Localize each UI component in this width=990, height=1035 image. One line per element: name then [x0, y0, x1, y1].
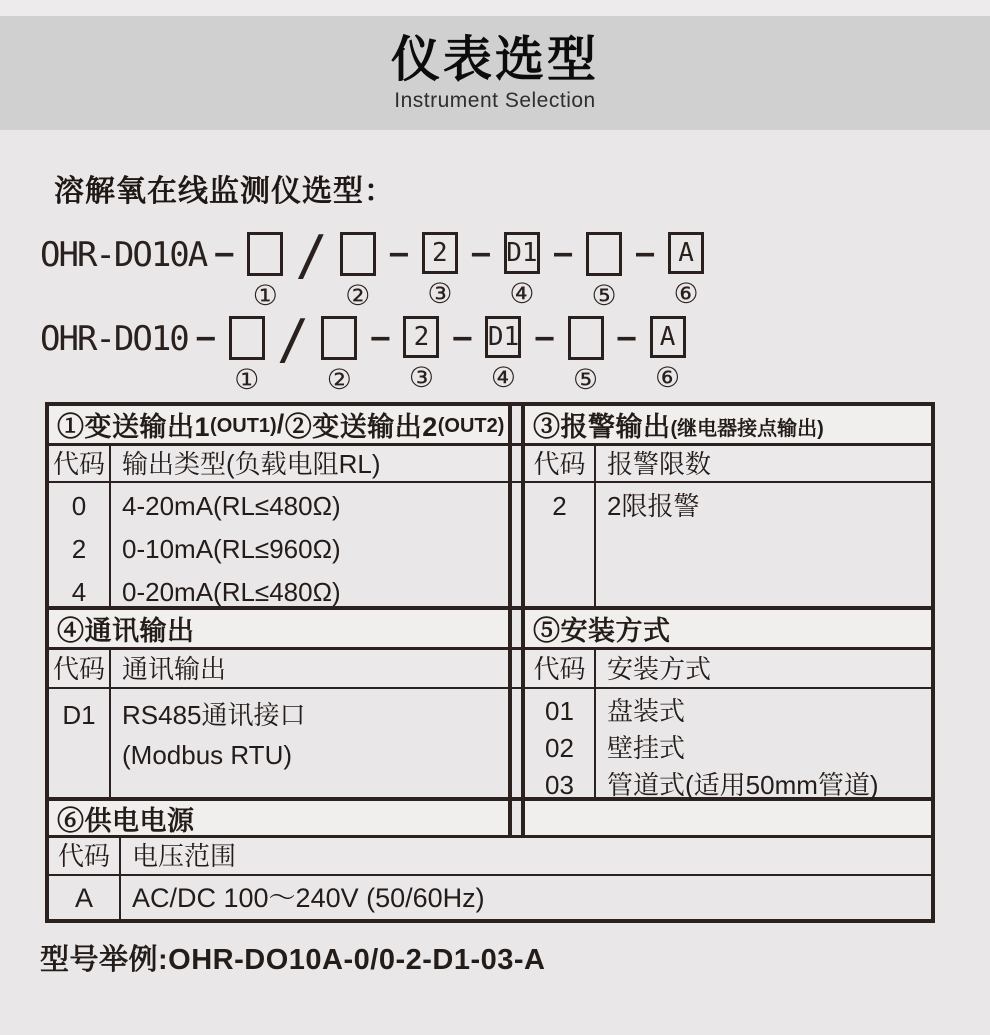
circled-number: ③: [408, 361, 434, 394]
model-example-line: [40, 937, 990, 978]
desc-cell: [121, 876, 931, 919]
table-divider: [508, 483, 525, 606]
slash-separator: /: [276, 308, 310, 371]
col-header-desc: 通讯输出: [111, 650, 508, 687]
model-slot-1: [247, 232, 283, 312]
code-value: 2: [71, 534, 87, 564]
model-box: D1: [485, 316, 521, 358]
section-heading: 溶解氧在线监测仪选型：: [54, 175, 395, 208]
model-box: [247, 232, 283, 276]
model-box: D1: [504, 232, 540, 274]
col-header-code: 代码: [525, 446, 596, 481]
page-subtitle: Instrument Selection: [394, 88, 596, 112]
code-value: 4: [71, 577, 87, 607]
model-box: [321, 316, 357, 360]
desc-value: (Modbus RTU): [122, 740, 293, 770]
circled-number: ①: [252, 279, 278, 312]
model-slot-3: [403, 316, 439, 394]
section-title-output: [49, 406, 508, 443]
model-slot-2: [340, 232, 376, 312]
desc-value: AC/DC 100～240V (50/60Hz): [132, 883, 485, 913]
table-row: [49, 689, 931, 801]
circled-number: ③: [427, 277, 453, 310]
table-row: [49, 876, 931, 919]
page-header-band: [0, 16, 990, 130]
desc-value: RS485通讯接口: [122, 700, 306, 730]
model-slot-4: [504, 232, 540, 310]
desc-cell: [111, 483, 508, 606]
desc-cell: [596, 689, 931, 800]
model-slot-1: [229, 316, 265, 396]
model-slot-6: [668, 232, 704, 310]
model-slot-6: [650, 316, 686, 394]
model-slot-4: [485, 316, 521, 394]
title-text: ⑤安装方式: [533, 616, 671, 646]
dash-separator: –: [371, 320, 390, 355]
code-value: 03: [545, 770, 574, 800]
col-header-code: 代码: [525, 650, 596, 687]
col-header-code: 代码: [49, 650, 111, 687]
model-box: 2: [422, 232, 458, 274]
table-divider: [508, 650, 525, 687]
dash-separator: –: [617, 320, 636, 355]
circled-number: ④: [490, 361, 517, 394]
model-code-line-ohr-do10a: [40, 224, 990, 312]
code-cell: [49, 483, 111, 606]
dash-separator: –: [636, 236, 655, 271]
model-slot-2: [321, 316, 357, 396]
table-row: [49, 801, 931, 838]
title-text-small: (继电器接点输出): [670, 418, 824, 440]
table-divider: [508, 689, 525, 797]
col-header-desc: 安装方式: [596, 650, 931, 687]
model-prefix: OHR-DO10: [40, 319, 188, 359]
title-text-small: (OUT1): [210, 415, 277, 437]
dash-separator: –: [389, 236, 408, 271]
model-prefix: OHR-DO10A: [40, 235, 207, 275]
col-header-code: 代码: [49, 446, 111, 481]
desc-value: 0-10mA(RL≤960Ω): [122, 534, 341, 564]
table-row: [49, 610, 931, 650]
desc-cell: [111, 689, 508, 797]
desc-value: 盘装式: [607, 696, 686, 726]
desc-value: 0-20mA(RL≤480Ω): [122, 577, 341, 607]
model-box: A: [650, 316, 686, 358]
col-header-desc: 报警限数: [596, 446, 931, 481]
desc-cell: [596, 483, 931, 606]
desc-value: 4-20mA(RL≤480Ω): [122, 491, 341, 521]
circled-number: ②: [326, 363, 352, 396]
title-text-small: (OUT2): [437, 415, 505, 437]
table-row: [49, 838, 931, 876]
table-divider: [508, 610, 525, 647]
section-title-comm: [49, 610, 508, 647]
example-value: OHR-DO10A-0/0-2-D1-03-A: [168, 944, 546, 976]
table-row: [49, 406, 931, 446]
circled-number: ①: [234, 363, 260, 396]
code-cell: [49, 876, 121, 919]
circled-number: ⑥: [655, 361, 681, 394]
dash-separator: –: [535, 320, 554, 355]
dash-separator: –: [471, 236, 490, 271]
model-slot-3: [422, 232, 458, 310]
model-box: [229, 316, 265, 360]
code-value: A: [74, 883, 93, 913]
col-header-code: 代码: [49, 838, 121, 874]
col-header-desc: 输出类型(负载电阻RL): [111, 446, 508, 481]
title-text: /: [276, 409, 285, 439]
circled-number: ⑥: [673, 277, 699, 310]
circled-number: ⑤: [572, 363, 599, 396]
dash-separator: –: [453, 320, 472, 355]
code-value: 0: [71, 491, 87, 521]
circled-number: ⑤: [591, 279, 617, 312]
title-text: ②变送输出2: [284, 412, 438, 442]
slash-separator: /: [295, 224, 328, 287]
dash-separator: –: [215, 236, 234, 271]
page-title: 仪表选型: [390, 32, 599, 87]
desc-value: 2限报警: [607, 491, 700, 521]
code-value: D1: [62, 700, 96, 730]
model-box: [586, 232, 622, 276]
selection-table: [45, 402, 935, 923]
code-cell: [525, 689, 596, 800]
top-strip: [0, 0, 990, 16]
dash-separator: –: [196, 320, 215, 355]
title-text: ①变送输出1: [57, 412, 211, 442]
model-slot-5: [586, 232, 622, 312]
section-title-mounting: [525, 610, 931, 647]
title-text: ③报警输出: [533, 412, 671, 442]
model-code-line-ohr-do10: [40, 308, 990, 396]
section-title-alarm: [525, 406, 931, 443]
code-cell: [525, 483, 596, 606]
desc-value: 壁挂式: [607, 733, 686, 763]
code-value: 01: [545, 696, 574, 726]
dash-separator: –: [553, 236, 572, 271]
code-cell: [49, 689, 111, 797]
model-box: [340, 232, 376, 276]
code-value: 2: [552, 491, 567, 521]
model-box: A: [668, 232, 704, 274]
model-slot-5: [568, 316, 604, 396]
table-divider: [508, 446, 525, 481]
code-value: 02: [545, 733, 574, 763]
title-text: ⑥供电电源: [57, 805, 195, 836]
empty-cell: [525, 801, 931, 835]
example-label: 型号举例:: [40, 944, 169, 976]
title-text: ④通讯输出: [57, 616, 195, 646]
table-divider: [508, 801, 525, 835]
section-title-power: [49, 801, 508, 835]
circled-number: ②: [345, 279, 371, 312]
table-divider: [508, 406, 525, 443]
table-row: [49, 446, 931, 483]
circled-number: ④: [509, 277, 535, 310]
desc-value: 管道式(适用50mm管道): [607, 770, 879, 800]
table-row: [49, 483, 931, 610]
table-row: [49, 650, 931, 689]
model-box: [568, 316, 604, 360]
model-box: 2: [403, 316, 439, 358]
col-header-desc: 电压范围: [121, 838, 931, 874]
